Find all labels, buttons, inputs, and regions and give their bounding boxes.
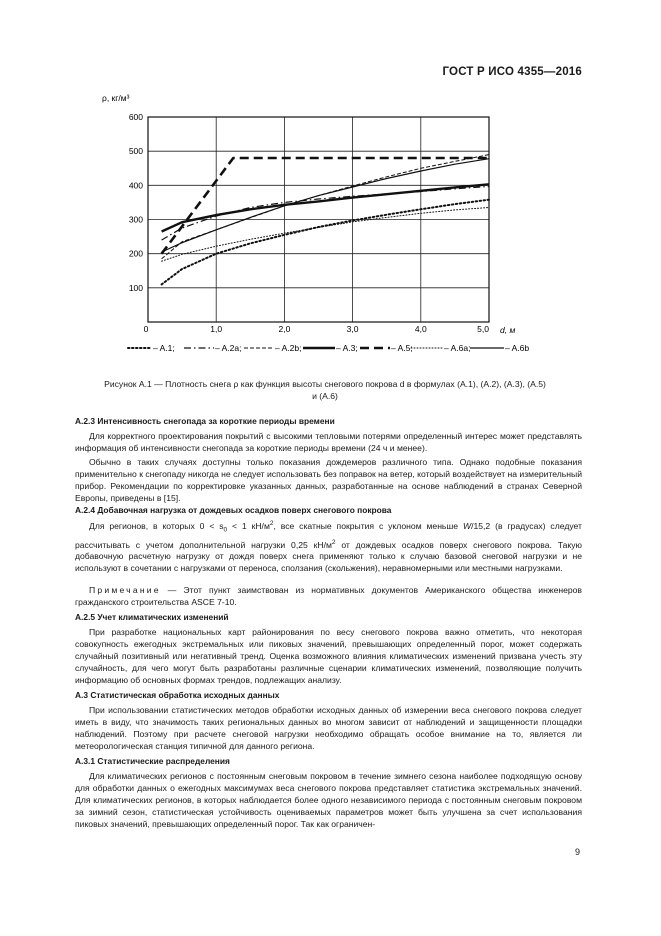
y-tick-label-200: 200 xyxy=(128,248,143,259)
document-code-header: ГОСТ Р ИСО 4355—2016 xyxy=(442,66,582,78)
figure-caption xyxy=(60,378,590,402)
paragraph-a24: Для регионов, в которых $0 < s_0 < 1$ $кН/м^2$, все скатные покрытия с уклоном меньше W/15,2 (в градусах) следует рассчитывать с учетом дополнительной нагрузки 0,25 $кН/м^2$ от дождевых осадков поверх снегового покрова. Такую добавочную расчетную нагрузку от дождя поверх снега применяют только к случаю базовой снеговой нагрузки и не используют в сочетании с нагрузками от переноса, сползания (скольжения), неравномерными или местными нагрузками. xyxy=(75,520,582,574)
paragraph-a3: При использовании статистических методов обработки исходных данных об измерении веса снегового покрова следует иметь в виду, что значимость таких региональных данных во многом зависит от наблюдений и защищенности площадки наблюдений. Поэтому при расчете снеговой нагрузки необходимо обращать особое внимание на то, является ли метеорологическая станция типичной для данного региона. xyxy=(75,705,582,751)
density-chart xyxy=(0,0,661,370)
series-line-A.1 xyxy=(162,200,489,285)
chart-legend xyxy=(128,343,529,353)
paragraph-a31: Для климатических регионов с постоянным снеговым покровом в течение зимнего сезона наиболее подходящую основу для обработки данных о ежегодных максимумах веса снегового покрова представляет статистика экстремальных значений. Для климатических регионов, в которых наблюдается более одного независимого периода с постоянным снеговым покровом за зимний сезон, статистическая устойчивость оцениваемых параметров может быть улучшена за счет использования пиковых значений, превышающих определенный порог. Так как ограничен- xyxy=(75,771,582,829)
y-tick-label-400: 400 xyxy=(128,180,143,191)
heading-a25: А.2.5 Учет климатических изменений xyxy=(75,612,229,622)
y-tick-label-500: 500 xyxy=(128,146,143,157)
caption-line-1: Рисунок А.1 — Плотность снега ρ как функция высоты снегового покрова d в формулах (А.1), (А.2), (А.3), (А.5) xyxy=(104,379,546,389)
paragraph-a23-1: Для корректного проектирования покрытий с высокими тепловыми потерями определенный интерес может представлять информация об интенсивности снегопада за короткие периоды времени (24 ч и менее). xyxy=(75,431,582,453)
y-tick-label-600: 600 xyxy=(128,112,143,122)
y-tick-label-100: 100 xyxy=(128,282,143,293)
x-tick-label-0: 1,0 xyxy=(210,324,223,334)
legend-label-A.1: – A.1; xyxy=(153,343,175,353)
paragraph-a25: При разработке национальных карт районирования по весу снегового покрова важно отметить, что некоторая совокупность ежегодных экстремальных или пиковых значений, превышающих определенный порог, может содержать случайный позитивный или негативный тренд. Оценка возможного влияния климатических изменений призвана учесть эту случайность, для чего могут быть разработаны различные сценарии климатических изменений, позволяющие получить информацию об основных формах трендов, подлежащих анализу. xyxy=(75,627,582,685)
caption-line-2: и (А.6) xyxy=(312,391,338,401)
x-tick-label-4: 5,0 xyxy=(477,324,489,334)
x-axis-label: d, м xyxy=(500,325,516,335)
y-tick-label-300: 300 xyxy=(128,214,143,225)
note-heading: Примечание xyxy=(89,585,161,595)
legend-label-A.6b: – A.6b xyxy=(505,343,530,353)
legend-label-A.2a: – A.2a; xyxy=(215,343,242,353)
series-line-A.3 xyxy=(162,184,489,231)
x-tick-label-1: 2,0 xyxy=(278,324,291,334)
legend-label-A.2b: – A.2b; xyxy=(275,343,302,353)
y-axis-label xyxy=(102,93,130,103)
note-paragraph: Примечание — Этот пункт заимствован из нормативных документов Американского общества инженеров гражданского строительства ASCE 7-10. xyxy=(75,585,582,607)
page-number: 9 xyxy=(575,847,581,857)
x-tick-label-0: 0 xyxy=(143,324,149,334)
series-line-A.6b xyxy=(162,159,489,252)
legend-label-A.3: – A.3; xyxy=(336,343,358,353)
y-axis-label-text: ρ, кг/м³ xyxy=(102,93,130,103)
heading-a3: А.3 Статистическая обработка исходных данных xyxy=(75,690,280,700)
x-tick-label-3: 4,0 xyxy=(414,324,427,334)
x-tick-label-2: 3,0 xyxy=(346,324,359,334)
heading-a31: А.3.1 Статистические распределения xyxy=(75,756,230,766)
legend-label-A.5: – A.5; xyxy=(391,343,413,353)
heading-a23: А.2.3 Интенсивность снегопада за короткие периоды времени xyxy=(75,416,335,426)
paragraph-a23-2: Обычно в таких случаях доступны только показания дождемеров различного типа. Однако подобные показания применительно к снегопаду никогда не следует использовать без поправок на ветер, который воздействует на измерительный прибор. Рекомендации по корректировке указанных данных, разработанные на основе наблюдений в странах Северной Европы, приведены в [15]. xyxy=(75,457,582,503)
legend-label-A.6a: – A.6a; xyxy=(444,343,471,353)
heading-a24: А.2.4 Добавочная нагрузка от дождевых осадков поверх снегового покрова xyxy=(75,505,392,515)
